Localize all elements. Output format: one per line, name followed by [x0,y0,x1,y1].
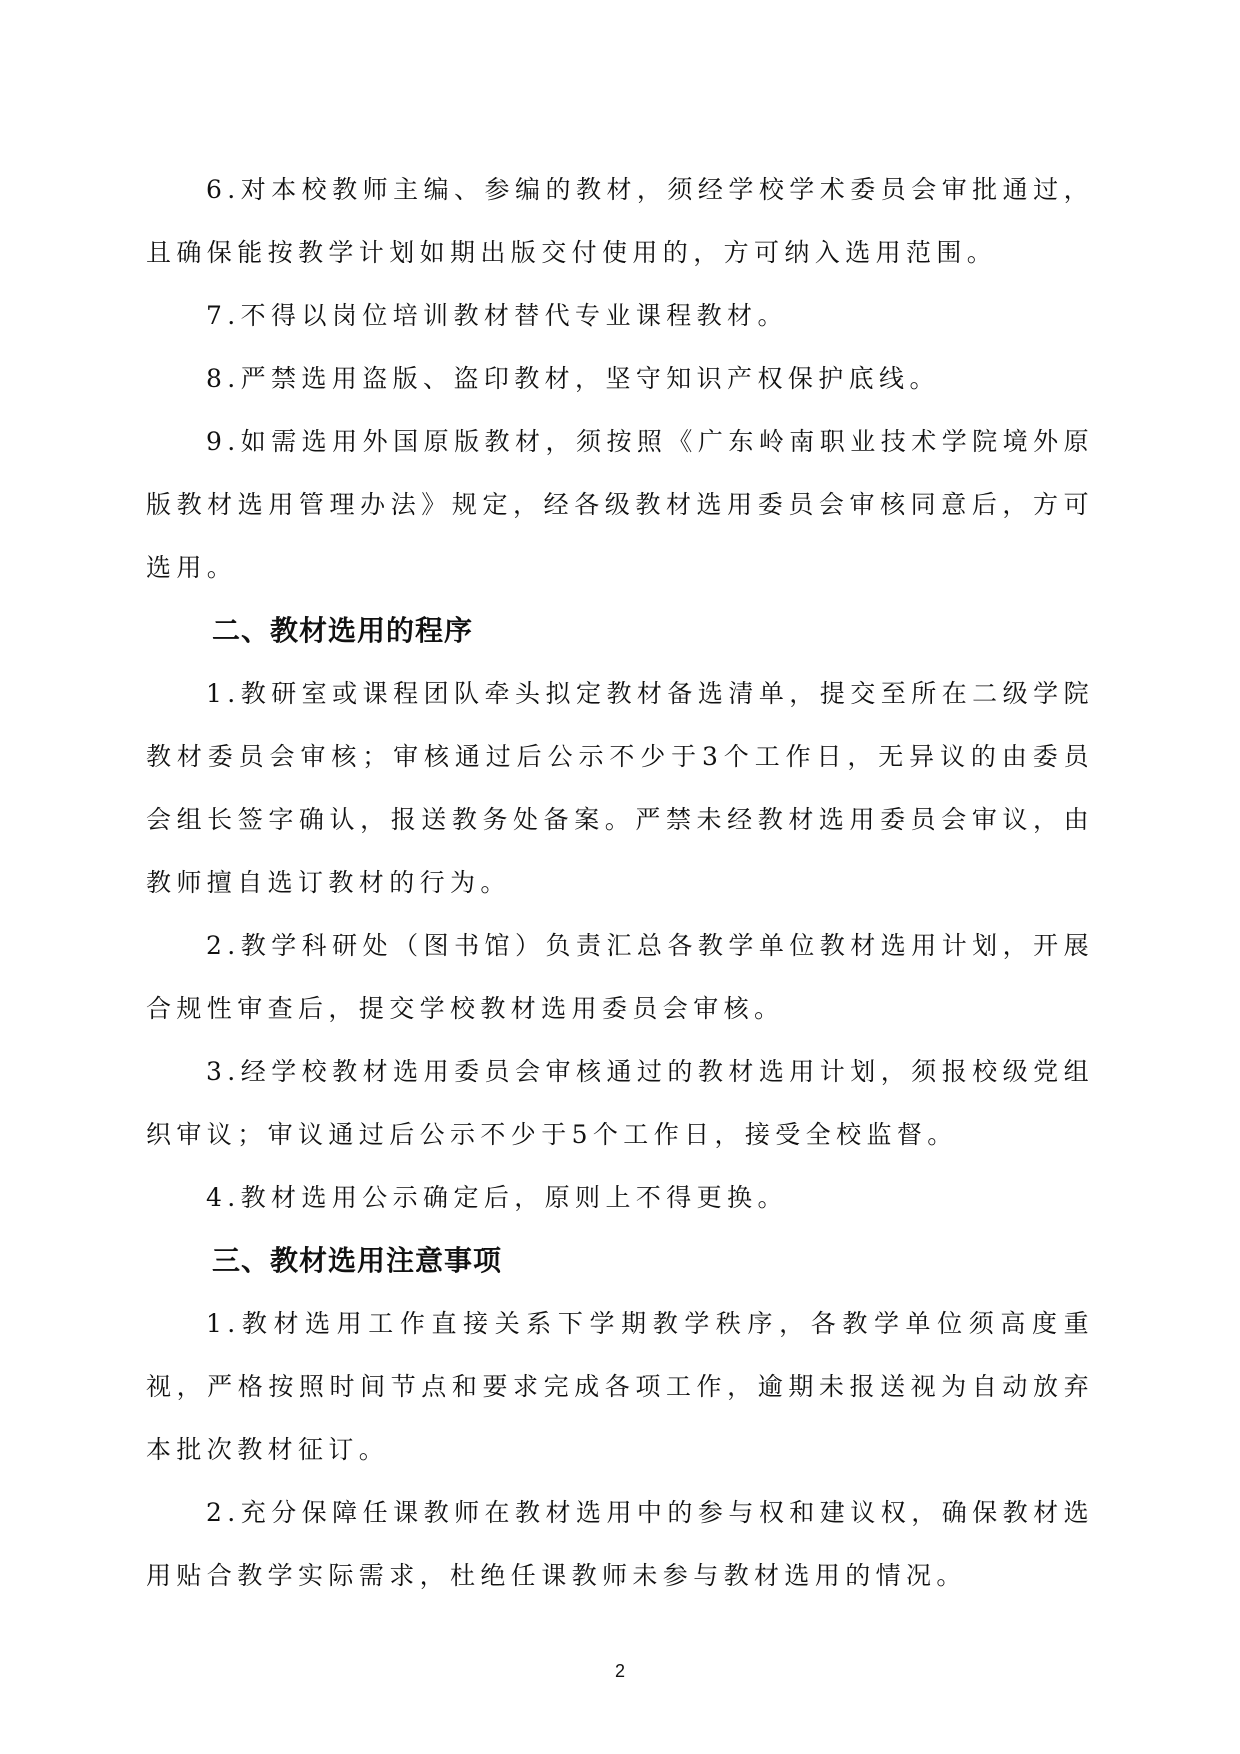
procedure-paragraph-4: 4.教材选用公示确定后，原则上不得更换。 [206,1183,788,1212]
section-heading-notes: 三、教材选用注意事项 [212,1244,503,1277]
section-heading-procedure: 二、教材选用的程序 [212,614,474,647]
procedure-paragraph-2: 2.教学科研处（图书馆）负责汇总各教学单位教材选用计划，开展合规性审查后，提交学校教材选用委员会审核。 [146,931,1094,1023]
procedure-paragraph-1: 1.教研室或课程团队牵头拟定教材备选清单，提交至所在二级学院教材委员会审核；审核通过后公示不少于3个工作日，无异议的由委员会组长签字确认，报送教务处备案。严禁未经教材选用委员会审议，由教师擅自选订教材的行为。 [146,679,1094,897]
paragraph-8: 8.严禁选用盗版、盗印教材，坚守知识产权保护底线。 [206,364,940,393]
notes-paragraph-1: 1.教材选用工作直接关系下学期教学秩序，各教学单位须高度重视，严格按照时间节点和要求完成各项工作，逾期未报送视为自动放弃本批次教材征订。 [146,1309,1094,1464]
paragraph-9: 9.如需选用外国原版教材，须按照《广东岭南职业技术学院境外原版教材选用管理办法》规定，经各级教材选用委员会审核同意后，方可选用。 [146,427,1094,582]
page-number: 2 [614,1661,625,1681]
paragraph-7: 7.不得以岗位培训教材替代专业课程教材。 [206,301,788,330]
paragraph-6: 6.对本校教师主编、参编的教材，须经学校学术委员会审批通过，且确保能按教学计划如期出版交付使用的，方可纳入选用范围。 [146,175,1094,267]
procedure-paragraph-3: 3.经学校教材选用委员会审核通过的教材选用计划，须报校级党组织审议；审议通过后公示不少于5个工作日，接受全校监督。 [146,1057,1094,1149]
document-body [146,158,1094,1607]
notes-paragraph-2: 2.充分保障任课教师在教材选用中的参与权和建议权，确保教材选用贴合教学实际需求，杜绝任课教师未参与教材选用的情况。 [146,1498,1094,1590]
